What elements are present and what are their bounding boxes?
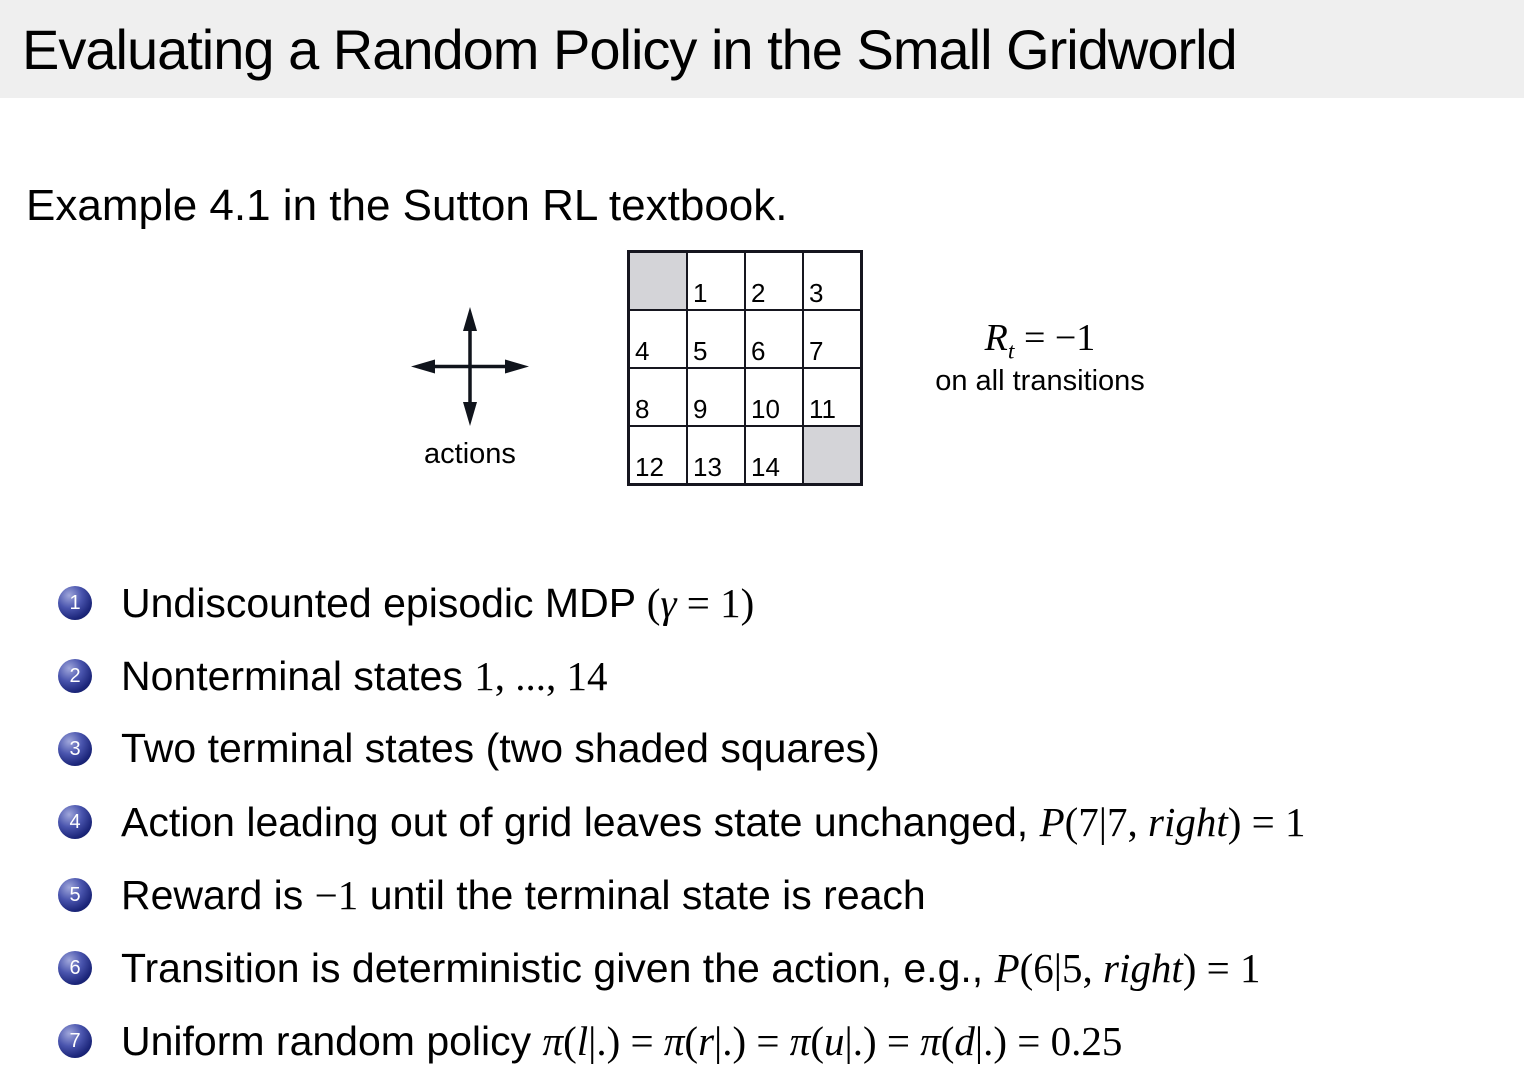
- enumerate-list: [0, 566, 1524, 1077]
- item-number-badge: 4: [58, 805, 92, 839]
- grid-cell: [688, 253, 744, 309]
- cell-label: 4: [635, 336, 650, 367]
- item-text: Uniform random policy π(l|.) = π(r|.) = π(u|.) = π(d|.) = 0.25: [121, 1017, 1123, 1064]
- list-item: [0, 858, 1524, 931]
- cell-label: 13: [693, 452, 722, 483]
- reward-equation: = −1: [1014, 317, 1096, 359]
- cell-label: 1: [693, 278, 708, 309]
- actions-label: actions: [424, 438, 516, 470]
- list-item: [0, 931, 1524, 1004]
- reward-block: [920, 318, 1160, 398]
- cell-label: 2: [751, 278, 766, 309]
- gridworld-grid: [627, 250, 863, 486]
- grid-cell: [630, 427, 686, 483]
- grid-cell: [804, 369, 860, 425]
- item-number-badge: 1: [58, 586, 92, 620]
- list-item: [0, 1004, 1524, 1077]
- grid-cell: [688, 369, 744, 425]
- cell-label: 14: [751, 452, 780, 483]
- grid-cell: [746, 427, 802, 483]
- reward-symbol: R: [984, 317, 1008, 359]
- item-text: Undiscounted episodic MDP (γ = 1): [121, 579, 755, 626]
- list-item: [0, 785, 1524, 858]
- grid-cell: [746, 311, 802, 367]
- list-item: [0, 712, 1524, 785]
- item-text: Action leading out of grid leaves state unchanged, P(7|7, right) = 1: [121, 798, 1306, 845]
- item-number-badge: 5: [58, 878, 92, 912]
- grid-cell: [688, 311, 744, 367]
- grid-cell: [746, 253, 802, 309]
- grid-cell: [630, 311, 686, 367]
- grid-cell: [804, 311, 860, 367]
- grid-cell: [804, 253, 860, 309]
- grid-cell: [630, 369, 686, 425]
- reward-formula: [920, 317, 1160, 365]
- cell-label: 3: [809, 278, 824, 309]
- item-text: Two terminal states (two shaded squares): [121, 725, 880, 771]
- item-number-badge: 7: [58, 1024, 92, 1058]
- cell-label: 12: [635, 452, 664, 483]
- item-number-badge: 3: [58, 732, 92, 766]
- cell-label: 8: [635, 394, 650, 425]
- cell-label: 9: [693, 394, 708, 425]
- grid-cell: [688, 427, 744, 483]
- cell-label: 5: [693, 336, 708, 367]
- cell-label: 10: [751, 394, 780, 425]
- reward-subscript: t: [1007, 338, 1015, 365]
- item-text: Transition is deterministic given the action, e.g., P(6|5, right) = 1: [121, 944, 1261, 991]
- terminal-cell: [804, 427, 860, 483]
- actions-cross-icon: [403, 300, 537, 434]
- list-item: [0, 639, 1524, 712]
- terminal-cell: [630, 253, 686, 309]
- list-item: [0, 566, 1524, 639]
- item-text: Reward is −1 until the terminal state is reach: [121, 871, 926, 918]
- item-number-badge: 6: [58, 951, 92, 985]
- cell-label: 6: [751, 336, 766, 367]
- cell-label: 11: [809, 394, 836, 425]
- reward-caption: on all transitions: [935, 364, 1145, 397]
- page-title: Evaluating a Random Policy in the Small Gridworld: [22, 17, 1237, 81]
- grid-cell: [746, 369, 802, 425]
- item-number-badge: 2: [58, 659, 92, 693]
- slide-title-bar: [0, 0, 1524, 98]
- item-text: Nonterminal states 1, ..., 14: [121, 652, 608, 699]
- cell-label: 7: [809, 336, 824, 367]
- subtitle: Example 4.1 in the Sutton RL textbook.: [26, 181, 788, 230]
